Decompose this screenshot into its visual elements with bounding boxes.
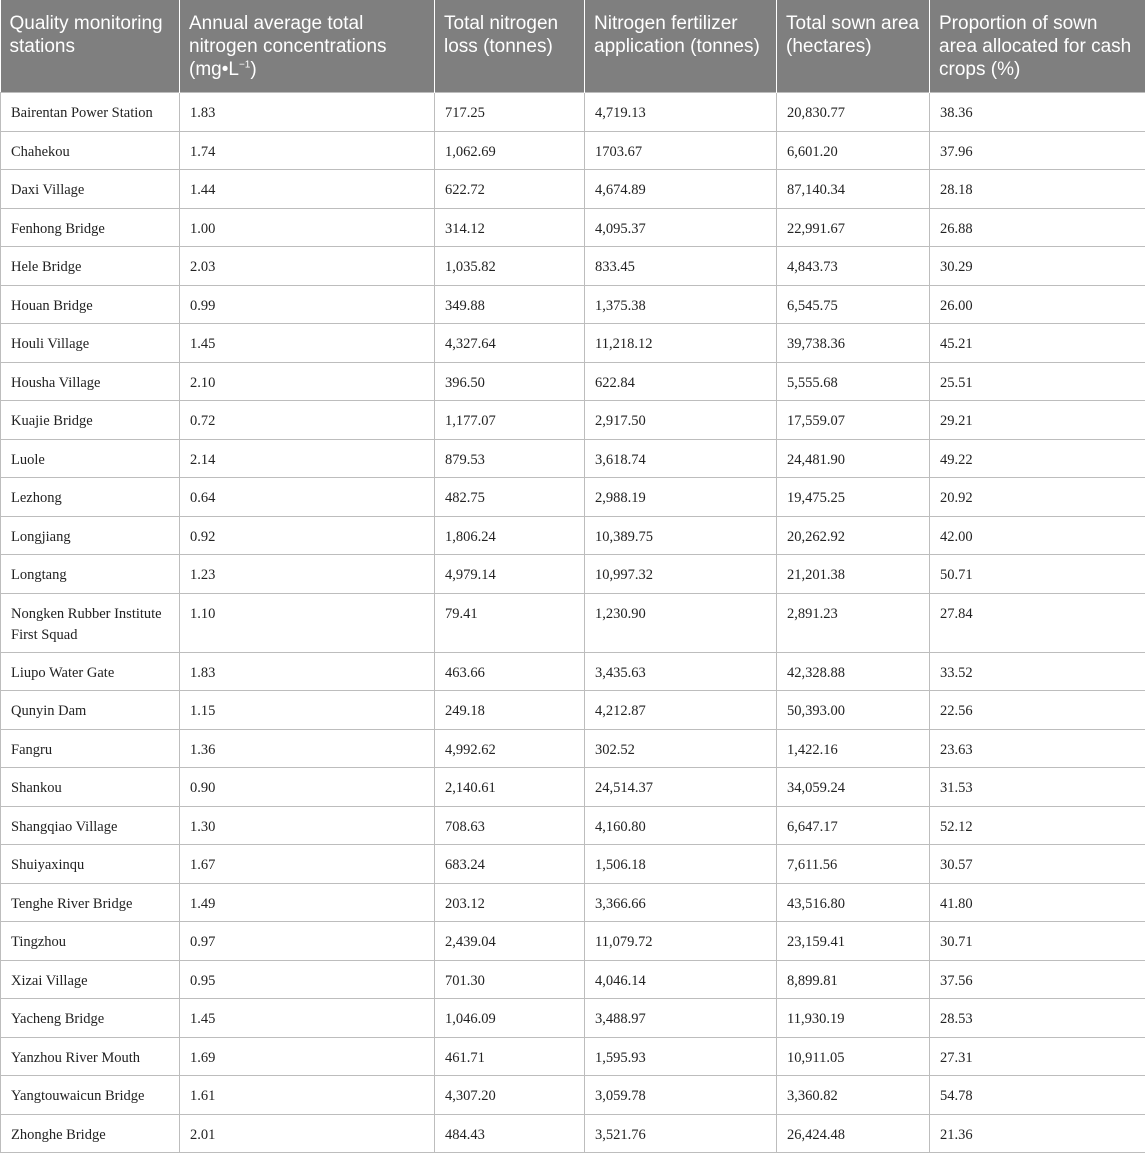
cash-crop-cell: 52.12 <box>930 806 1145 845</box>
sown-area-cell: 3,360.82 <box>777 1076 930 1115</box>
station-name-cell: Yanzhou River Mouth <box>1 1037 180 1076</box>
header-nitrogen-concentration <box>180 0 435 93</box>
header-concentration-text: Annual average total nitrogen concentrations (mg•L <box>189 13 387 80</box>
cash-crop-cell: 20.92 <box>930 478 1145 517</box>
nitrogen-loss-cell: 1,806.24 <box>435 516 585 555</box>
sown-area-cell: 87,140.34 <box>777 170 930 209</box>
concentration-cell: 2.01 <box>180 1114 435 1153</box>
sown-area-cell: 10,911.05 <box>777 1037 930 1076</box>
nitrogen-loss-cell: 717.25 <box>435 93 585 132</box>
station-name-cell: Hele Bridge <box>1 247 180 286</box>
table-body <box>1 93 1145 1153</box>
cash-crop-cell: 37.96 <box>930 131 1145 170</box>
table-row <box>1 806 1145 845</box>
cash-crop-cell: 54.78 <box>930 1076 1145 1115</box>
nitrogen-loss-cell: 4,307.20 <box>435 1076 585 1115</box>
fertilizer-cell: 4,674.89 <box>585 170 777 209</box>
nitrogen-loss-cell: 484.43 <box>435 1114 585 1153</box>
fertilizer-cell: 1703.67 <box>585 131 777 170</box>
concentration-cell: 0.97 <box>180 922 435 961</box>
nitrogen-loss-cell: 708.63 <box>435 806 585 845</box>
station-name-cell: Houan Bridge <box>1 285 180 324</box>
sown-area-cell: 17,559.07 <box>777 401 930 440</box>
station-name-cell: Housha Village <box>1 362 180 401</box>
cash-crop-cell: 31.53 <box>930 768 1145 807</box>
nitrogen-loss-cell: 349.88 <box>435 285 585 324</box>
table-row <box>1 324 1145 363</box>
sown-area-cell: 6,647.17 <box>777 806 930 845</box>
station-name-cell: Longjiang <box>1 516 180 555</box>
table-row <box>1 247 1145 286</box>
nitrogen-loss-cell: 683.24 <box>435 845 585 884</box>
cash-crop-cell: 49.22 <box>930 439 1145 478</box>
station-name-cell: Qunyin Dam <box>1 691 180 730</box>
sown-area-cell: 23,159.41 <box>777 922 930 961</box>
station-name-cell: Nongken Rubber Institute First Squad <box>1 593 180 652</box>
station-name-cell: Tenghe River Bridge <box>1 883 180 922</box>
concentration-cell: 2.14 <box>180 439 435 478</box>
nitrogen-loss-cell: 701.30 <box>435 960 585 999</box>
sown-area-cell: 50,393.00 <box>777 691 930 730</box>
station-name-cell: Houli Village <box>1 324 180 363</box>
concentration-cell: 2.10 <box>180 362 435 401</box>
table-row <box>1 1114 1145 1153</box>
fertilizer-cell: 10,389.75 <box>585 516 777 555</box>
cash-crop-cell: 29.21 <box>930 401 1145 440</box>
header-stations: Quality monitoring stations <box>1 0 180 93</box>
cash-crop-cell: 26.00 <box>930 285 1145 324</box>
nitrogen-loss-cell: 2,140.61 <box>435 768 585 807</box>
nitrogen-loss-cell: 2,439.04 <box>435 922 585 961</box>
concentration-cell: 0.90 <box>180 768 435 807</box>
concentration-cell: 1.15 <box>180 691 435 730</box>
station-name-cell: Shankou <box>1 768 180 807</box>
fertilizer-cell: 2,988.19 <box>585 478 777 517</box>
nitrogen-loss-cell: 4,979.14 <box>435 555 585 594</box>
concentration-cell: 0.72 <box>180 401 435 440</box>
concentration-cell: 1.61 <box>180 1076 435 1115</box>
table-row <box>1 93 1145 132</box>
station-name-cell: Liupo Water Gate <box>1 652 180 691</box>
cash-crop-cell: 27.31 <box>930 1037 1145 1076</box>
sown-area-cell: 43,516.80 <box>777 883 930 922</box>
fertilizer-cell: 4,212.87 <box>585 691 777 730</box>
sown-area-cell: 6,545.75 <box>777 285 930 324</box>
table-row <box>1 593 1145 652</box>
cash-crop-cell: 42.00 <box>930 516 1145 555</box>
station-name-cell: Fangru <box>1 729 180 768</box>
nitrogen-loss-cell: 622.72 <box>435 170 585 209</box>
sown-area-cell: 42,328.88 <box>777 652 930 691</box>
fertilizer-cell: 1,375.38 <box>585 285 777 324</box>
station-name-cell: Zhonghe Bridge <box>1 1114 180 1153</box>
station-name-cell: Xizai Village <box>1 960 180 999</box>
fertilizer-cell: 833.45 <box>585 247 777 286</box>
nitrogen-loss-cell: 1,035.82 <box>435 247 585 286</box>
cash-crop-cell: 26.88 <box>930 208 1145 247</box>
nitrogen-loss-cell: 203.12 <box>435 883 585 922</box>
sown-area-cell: 34,059.24 <box>777 768 930 807</box>
nitrogen-loss-cell: 4,992.62 <box>435 729 585 768</box>
table-row <box>1 960 1145 999</box>
sown-area-cell: 11,930.19 <box>777 999 930 1038</box>
sown-area-cell: 20,830.77 <box>777 93 930 132</box>
fertilizer-cell: 2,917.50 <box>585 401 777 440</box>
table-row <box>1 729 1145 768</box>
fertilizer-cell: 4,719.13 <box>585 93 777 132</box>
cash-crop-cell: 30.57 <box>930 845 1145 884</box>
fertilizer-cell: 3,488.97 <box>585 999 777 1038</box>
fertilizer-cell: 1,230.90 <box>585 593 777 652</box>
cash-crop-cell: 28.18 <box>930 170 1145 209</box>
cash-crop-cell: 25.51 <box>930 362 1145 401</box>
nitrogen-loss-cell: 879.53 <box>435 439 585 478</box>
table-row <box>1 999 1145 1038</box>
concentration-cell: 1.45 <box>180 999 435 1038</box>
table-row <box>1 922 1145 961</box>
station-name-cell: Longtang <box>1 555 180 594</box>
table-row <box>1 1037 1145 1076</box>
sown-area-cell: 21,201.38 <box>777 555 930 594</box>
fertilizer-cell: 4,046.14 <box>585 960 777 999</box>
concentration-cell: 0.95 <box>180 960 435 999</box>
nitrogen-loss-cell: 1,046.09 <box>435 999 585 1038</box>
station-name-cell: Tingzhou <box>1 922 180 961</box>
cash-crop-cell: 45.21 <box>930 324 1145 363</box>
fertilizer-cell: 3,059.78 <box>585 1076 777 1115</box>
concentration-cell: 1.83 <box>180 652 435 691</box>
sown-area-cell: 4,843.73 <box>777 247 930 286</box>
station-name-cell: Shuiyaxinqu <box>1 845 180 884</box>
concentration-cell: 1.74 <box>180 131 435 170</box>
table-row <box>1 170 1145 209</box>
concentration-cell: 1.10 <box>180 593 435 652</box>
sown-area-cell: 8,899.81 <box>777 960 930 999</box>
sown-area-cell: 1,422.16 <box>777 729 930 768</box>
fertilizer-cell: 11,079.72 <box>585 922 777 961</box>
table-header-row <box>1 0 1145 93</box>
cash-crop-cell: 33.52 <box>930 652 1145 691</box>
cash-crop-cell: 37.56 <box>930 960 1145 999</box>
header-nitrogen-loss: Total nitrogen loss (tonnes) <box>435 0 585 93</box>
table-row <box>1 845 1145 884</box>
fertilizer-cell: 4,160.80 <box>585 806 777 845</box>
station-name-cell: Chahekou <box>1 131 180 170</box>
fertilizer-cell: 1,506.18 <box>585 845 777 884</box>
fertilizer-cell: 302.52 <box>585 729 777 768</box>
table-row <box>1 285 1145 324</box>
sown-area-cell: 5,555.68 <box>777 362 930 401</box>
table-row <box>1 208 1145 247</box>
cash-crop-cell: 50.71 <box>930 555 1145 594</box>
nitrogen-loss-cell: 463.66 <box>435 652 585 691</box>
station-name-cell: Lezhong <box>1 478 180 517</box>
fertilizer-cell: 622.84 <box>585 362 777 401</box>
sown-area-cell: 6,601.20 <box>777 131 930 170</box>
nitrogen-loss-cell: 1,177.07 <box>435 401 585 440</box>
cash-crop-cell: 22.56 <box>930 691 1145 730</box>
nitrogen-loss-cell: 396.50 <box>435 362 585 401</box>
station-name-cell: Fenhong Bridge <box>1 208 180 247</box>
sown-area-cell: 22,991.67 <box>777 208 930 247</box>
concentration-cell: 0.92 <box>180 516 435 555</box>
sown-area-cell: 20,262.92 <box>777 516 930 555</box>
cash-crop-cell: 23.63 <box>930 729 1145 768</box>
table-row <box>1 362 1145 401</box>
cash-crop-cell: 27.84 <box>930 593 1145 652</box>
cash-crop-cell: 38.36 <box>930 93 1145 132</box>
nitrogen-loss-cell: 249.18 <box>435 691 585 730</box>
station-name-cell: Luole <box>1 439 180 478</box>
concentration-cell: 1.45 <box>180 324 435 363</box>
station-name-cell: Yacheng Bridge <box>1 999 180 1038</box>
nitrogen-loss-cell: 461.71 <box>435 1037 585 1076</box>
table-row <box>1 652 1145 691</box>
station-name-cell: Bairentan Power Station <box>1 93 180 132</box>
table-row <box>1 478 1145 517</box>
nitrogen-loss-cell: 79.41 <box>435 593 585 652</box>
table-row <box>1 131 1145 170</box>
sown-area-cell: 26,424.48 <box>777 1114 930 1153</box>
sown-area-cell: 7,611.56 <box>777 845 930 884</box>
table-row <box>1 691 1145 730</box>
concentration-cell: 1.69 <box>180 1037 435 1076</box>
fertilizer-cell: 3,435.63 <box>585 652 777 691</box>
table-row <box>1 1076 1145 1115</box>
fertilizer-cell: 10,997.32 <box>585 555 777 594</box>
fertilizer-cell: 1,595.93 <box>585 1037 777 1076</box>
station-name-cell: Kuajie Bridge <box>1 401 180 440</box>
station-name-cell: Daxi Village <box>1 170 180 209</box>
concentration-cell: 0.64 <box>180 478 435 517</box>
nitrogen-loss-cell: 482.75 <box>435 478 585 517</box>
concentration-cell: 0.99 <box>180 285 435 324</box>
cash-crop-cell: 21.36 <box>930 1114 1145 1153</box>
concentration-cell: 1.23 <box>180 555 435 594</box>
fertilizer-cell: 3,618.74 <box>585 439 777 478</box>
concentration-cell: 1.49 <box>180 883 435 922</box>
fertilizer-cell: 3,521.76 <box>585 1114 777 1153</box>
concentration-cell: 2.03 <box>180 247 435 286</box>
concentration-cell: 1.44 <box>180 170 435 209</box>
sown-area-cell: 24,481.90 <box>777 439 930 478</box>
fertilizer-cell: 4,095.37 <box>585 208 777 247</box>
table-row <box>1 768 1145 807</box>
concentration-cell: 1.00 <box>180 208 435 247</box>
table-row <box>1 401 1145 440</box>
fertilizer-cell: 24,514.37 <box>585 768 777 807</box>
header-unit-superscript: −1 <box>238 59 251 71</box>
station-name-cell: Yangtouwaicun Bridge <box>1 1076 180 1115</box>
table-row <box>1 516 1145 555</box>
sown-area-cell: 19,475.25 <box>777 478 930 517</box>
table-row <box>1 883 1145 922</box>
cash-crop-cell: 30.29 <box>930 247 1145 286</box>
fertilizer-cell: 11,218.12 <box>585 324 777 363</box>
table-row <box>1 439 1145 478</box>
sown-area-cell: 2,891.23 <box>777 593 930 652</box>
concentration-cell: 1.67 <box>180 845 435 884</box>
header-fertilizer-application: Nitrogen fertilizer application (tonnes) <box>585 0 777 93</box>
nitrogen-loss-cell: 1,062.69 <box>435 131 585 170</box>
header-sown-area: Total sown area (hectares) <box>777 0 930 93</box>
cash-crop-cell: 28.53 <box>930 999 1145 1038</box>
cash-crop-cell: 41.80 <box>930 883 1145 922</box>
concentration-cell: 1.83 <box>180 93 435 132</box>
nitrogen-loss-cell: 4,327.64 <box>435 324 585 363</box>
header-close-paren: ) <box>250 59 257 80</box>
fertilizer-cell: 3,366.66 <box>585 883 777 922</box>
concentration-cell: 1.30 <box>180 806 435 845</box>
header-cash-crop-proportion: Proportion of sown area allocated for cash crops (%) <box>930 0 1145 93</box>
nitrogen-loss-cell: 314.12 <box>435 208 585 247</box>
station-name-cell: Shangqiao Village <box>1 806 180 845</box>
table-row <box>1 555 1145 594</box>
cash-crop-cell: 30.71 <box>930 922 1145 961</box>
sown-area-cell: 39,738.36 <box>777 324 930 363</box>
concentration-cell: 1.36 <box>180 729 435 768</box>
